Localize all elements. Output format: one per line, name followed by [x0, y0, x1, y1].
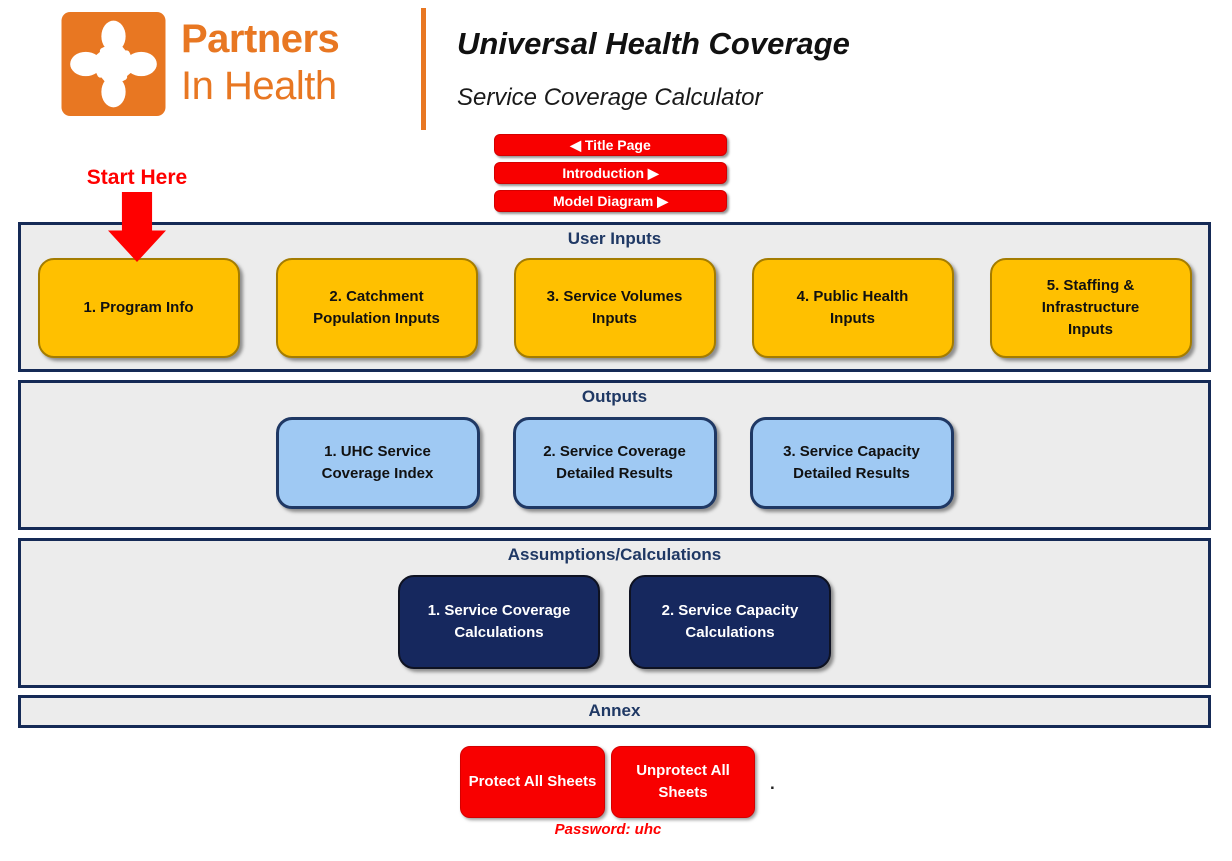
public-health-inputs-button[interactable]: 4. Public Health Inputs	[752, 258, 954, 358]
logo-line-1: Partners	[181, 17, 340, 61]
program-info-button[interactable]: 1. Program Info	[38, 258, 240, 358]
password-note: Password: uhc	[554, 821, 662, 838]
outputs-button-row	[21, 417, 1208, 509]
annex-section	[18, 695, 1211, 728]
service-volumes-inputs-button[interactable]: 3. Service Volumes Inputs	[514, 258, 716, 358]
outputs-title: Outputs	[581, 387, 648, 406]
header-divider	[421, 8, 426, 130]
pih-logo-wordmark	[181, 16, 339, 110]
service-capacity-detailed-results-button[interactable]: 3. Service Capacity Detailed Results	[750, 417, 954, 509]
assumptions-calculations-title: Assumptions/Calculations	[507, 545, 722, 564]
nav-button-stack	[494, 134, 727, 218]
model-diagram-button[interactable]: Model Diagram ▶	[494, 190, 727, 212]
pih-hands-logo-icon	[57, 12, 170, 116]
service-coverage-detailed-results-button[interactable]: 2. Service Coverage Detailed Results	[513, 417, 717, 509]
title-page-button[interactable]: ◀ Title Page	[494, 134, 727, 156]
catchment-population-inputs-button[interactable]: 2. Catchment Population Inputs	[276, 258, 478, 358]
page-subtitle: Service Coverage Calculator	[457, 84, 763, 111]
calculations-button-row	[21, 575, 1208, 669]
service-coverage-calculations-button[interactable]: 1. Service Coverage Calculations	[398, 575, 600, 669]
staffing-infrastructure-inputs-button[interactable]: 5. Staffing & Infrastructure Inputs	[990, 258, 1192, 358]
annex-title: Annex	[588, 701, 641, 720]
user-inputs-title: User Inputs	[567, 229, 662, 248]
user-inputs-button-row	[21, 258, 1208, 358]
uhc-service-coverage-index-button[interactable]: 1. UHC Service Coverage Index	[276, 417, 480, 509]
introduction-button[interactable]: Introduction ▶	[494, 162, 727, 184]
user-inputs-section	[18, 222, 1211, 372]
protect-all-sheets-button[interactable]: Protect All Sheets	[460, 746, 605, 818]
stray-dot: .	[770, 774, 775, 793]
start-here-label: Start Here	[86, 166, 188, 189]
assumptions-calculations-section	[18, 538, 1211, 688]
page-title: Universal Health Coverage	[457, 26, 850, 61]
outputs-section	[18, 380, 1211, 530]
unprotect-all-sheets-button[interactable]: Unprotect All Sheets	[611, 746, 755, 818]
logo-line-2: In Health	[181, 64, 337, 108]
service-capacity-calculations-button[interactable]: 2. Service Capacity Calculations	[629, 575, 831, 669]
